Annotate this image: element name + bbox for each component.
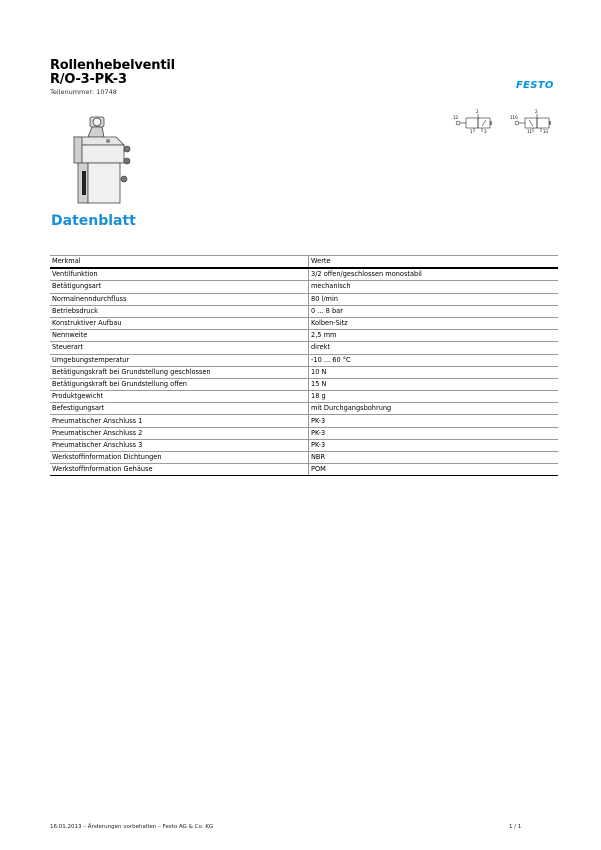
- property-name: Umgebungstemperatur: [50, 354, 309, 366]
- symbol1-port-2: 2: [476, 109, 479, 114]
- symbol2-port-110: 110: [510, 115, 518, 120]
- product-title-line1: Rollenhebelventil: [50, 58, 175, 73]
- property-value: 2,5 mm: [309, 330, 559, 342]
- property-value: -10 ... 60 °C: [309, 354, 559, 366]
- property-name: Befestigungsart: [50, 403, 309, 415]
- property-value: 0 ... 8 bar: [309, 305, 559, 317]
- table-row: [50, 464, 558, 476]
- table-row: [50, 378, 558, 390]
- property-value: mechanisch: [309, 281, 559, 293]
- property-name: Normalnenndurchfluss: [50, 293, 309, 305]
- property-name: Pneumatischer Anschluss 3: [50, 439, 309, 451]
- property-name: Konstruktiver Aufbau: [50, 317, 309, 329]
- table-row: [50, 317, 558, 329]
- product-title-line2: R/O-3-PK-3: [50, 72, 127, 87]
- property-value: 18 g: [309, 391, 559, 403]
- datasheet-heading: Datenblatt: [51, 213, 136, 229]
- page-number: 1 / 1: [509, 824, 522, 830]
- property-value: POM: [309, 464, 559, 476]
- property-name: Pneumatischer Anschluss 1: [50, 415, 309, 427]
- valve-symbol-open: [509, 108, 559, 134]
- property-name: Betriebsdruck: [50, 305, 309, 317]
- festo-logo: FESTO: [516, 80, 554, 91]
- table-row: [50, 415, 558, 427]
- spec-table: [50, 255, 558, 476]
- table-row: [50, 427, 558, 439]
- table-row: [50, 354, 558, 366]
- property-value: NBR: [309, 452, 559, 464]
- product-image: [68, 115, 138, 207]
- property-name: Betätigungskraft bei Grundstellung geschlossen: [50, 366, 309, 378]
- table-row: [50, 342, 558, 354]
- table-row: [50, 452, 558, 464]
- property-name: Pneumatischer Anschluss 2: [50, 427, 309, 439]
- property-name: Werkstoffinformation Gehäuse: [50, 464, 309, 476]
- property-value: direkt: [309, 342, 559, 354]
- property-name: Nennweite: [50, 330, 309, 342]
- symbol1-port-12: 12: [453, 115, 459, 120]
- table-row: [50, 268, 558, 281]
- symbol2-port-2: 2: [535, 109, 538, 114]
- property-value: 10 N: [309, 366, 559, 378]
- property-value: 15 N: [309, 378, 559, 390]
- table-row: [50, 330, 558, 342]
- table-row: [50, 439, 558, 451]
- property-name: Ventilfunktion: [50, 268, 309, 281]
- property-value: Kolben-Sitz: [309, 317, 559, 329]
- property-value: 3/2 offen/geschlossen monostabil: [309, 268, 559, 281]
- property-name: Steuerart: [50, 342, 309, 354]
- table-row: [50, 391, 558, 403]
- table-header-row: [50, 256, 558, 269]
- table-row: [50, 281, 558, 293]
- table-row: [50, 403, 558, 415]
- symbol2-port-11: 11: [527, 129, 533, 134]
- table-row: [50, 293, 558, 305]
- valve-symbol-closed: [452, 108, 500, 134]
- property-name: Betätigungskraft bei Grundstellung offen: [50, 378, 309, 390]
- symbol1-port-1: 1: [470, 129, 473, 134]
- symbol2-port-33: 33: [543, 129, 549, 134]
- footer-text: 16.01.2013 – Änderungen vorbehalten – Festo AG & Co. KG: [50, 824, 214, 830]
- property-value: PK-3: [309, 415, 559, 427]
- symbol1-port-3: 3: [484, 129, 487, 134]
- column-header-werte: Werte: [309, 256, 559, 269]
- property-value: PK-3: [309, 427, 559, 439]
- property-value: 80 l/min: [309, 293, 559, 305]
- table-row: [50, 305, 558, 317]
- property-name: Betätigungsart: [50, 281, 309, 293]
- table-row: [50, 366, 558, 378]
- property-value: PK-3: [309, 439, 559, 451]
- property-name: Produktgewicht: [50, 391, 309, 403]
- property-value: mit Durchgangsbohrung: [309, 403, 559, 415]
- part-number: Teilenummer: 10748: [50, 88, 117, 96]
- property-name: Werkstoffinformation Dichtungen: [50, 452, 309, 464]
- column-header-merkmal: Merkmal: [50, 256, 309, 269]
- product-title: [50, 59, 175, 87]
